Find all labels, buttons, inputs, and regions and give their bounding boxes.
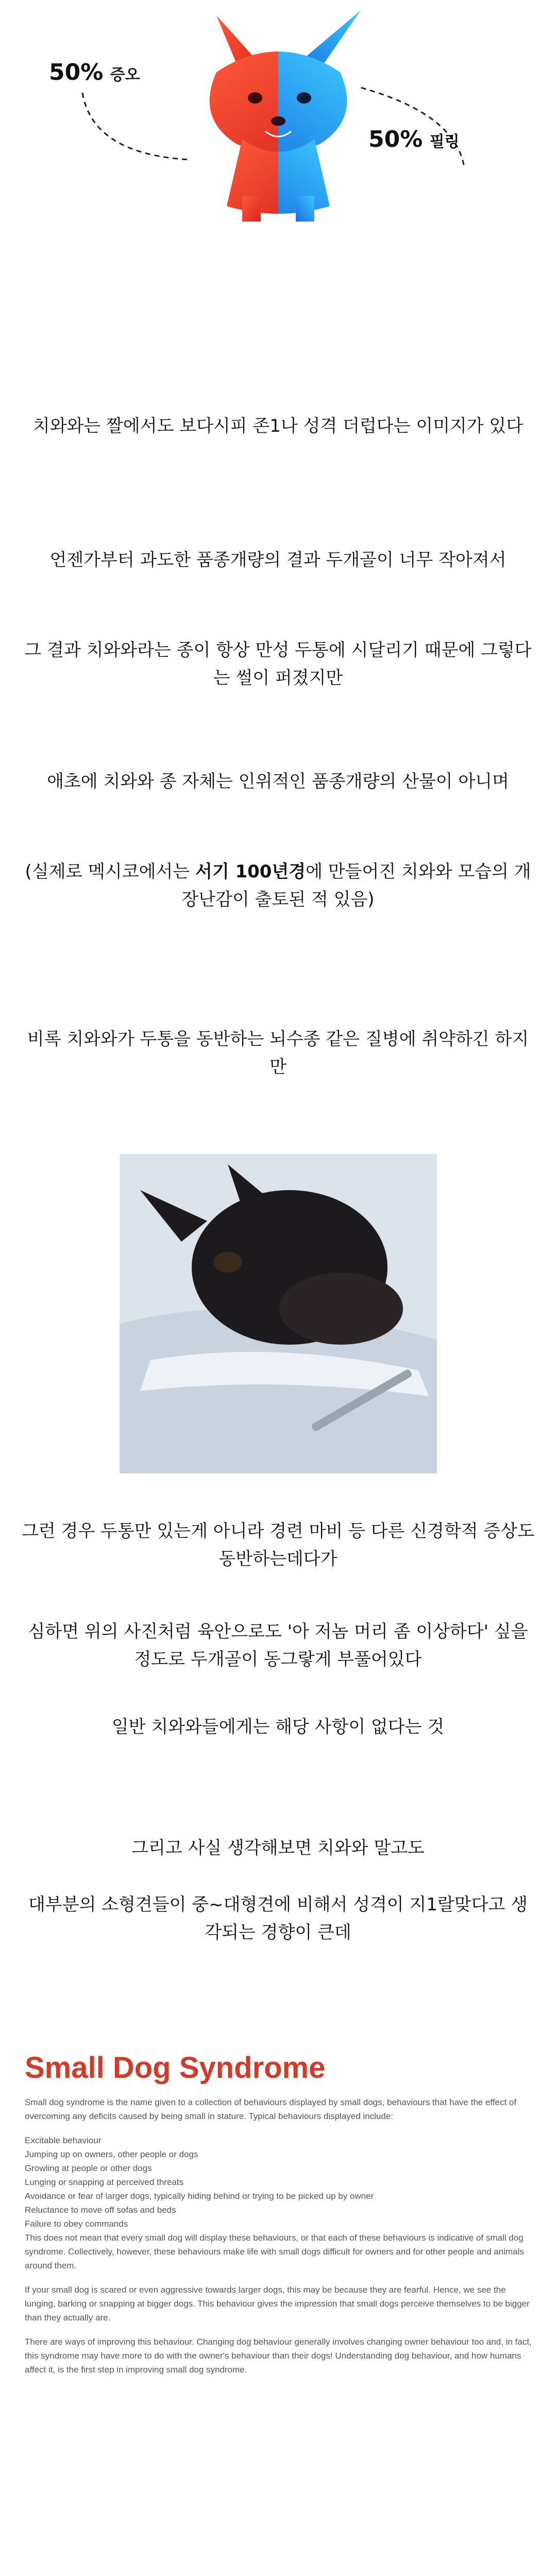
- left-percent: 50%: [49, 59, 104, 86]
- p5-pre: (실제로 멕시코에서는: [25, 861, 195, 882]
- sds-behaviour: Avoidance or fear of larger dogs, typically hiding behind or trying to be picked up by owner: [25, 2191, 374, 2201]
- sds-title: Small Dog Syndrome: [25, 2051, 326, 2084]
- paragraph-2: 언젠가부터 과도한 품종개량의 결과 두개골이 너무 작아져서: [49, 550, 507, 570]
- hero-left-label: [49, 59, 140, 86]
- sds-para-2: If your small dog is scared or even aggressive towards larger dogs, this may be because they are fearful. Hence, we see the lunging, barking or snapping at bigger dogs. This behaviour gives the impression that small dogs perceive themselves to be bigger than they actually are.: [25, 2285, 530, 2323]
- paragraph-4: 애초에 치와와 종 자체는 인위적인 품종개량의 산물이 아니며: [47, 771, 509, 792]
- sds-behaviour: Reluctance to move off sofas and beds: [25, 2205, 176, 2215]
- sds-behaviour: This does not mean that every small dog will display these behaviours, or that each of these behaviours is indicative of small dog syndrome. Collectively, however, these behaviours make life with small dogs difficult for owners and for other people and animals around them.: [25, 2233, 524, 2270]
- sds-behaviour: Failure to obey commands: [25, 2219, 128, 2229]
- paragraph-5: [21, 858, 535, 913]
- hydrocephalus-photo: [120, 1154, 437, 1473]
- sds-behaviour: Jumping up on owners, other people or dogs: [25, 2149, 198, 2159]
- sds-intro: Small dog syndrome is the name given to a collection of behaviours displayed by small dogs, behaviours that have the effect of overcoming any deficits caused by being small in stature. Typical behaviours displayed include:: [25, 2097, 517, 2121]
- right-word: 필링: [429, 133, 460, 151]
- p5-post: 에 만들어진 치와와 모습의 개 장난감이 출토된 적 있음): [181, 861, 531, 910]
- left-word: 증오: [110, 66, 140, 84]
- hero-right-label: [368, 126, 460, 152]
- dog-photo-illustration: [120, 1154, 437, 1473]
- paragraph-7: 그런 경우 두통만 있는게 아니라 경련 마비 등 다른 신경학적 증상도 동반하는데다가: [22, 1521, 534, 1569]
- paragraph-6: 비록 치와와가 두통을 동반하는 뇌수종 같은 질병에 취약하긴 하지만: [27, 1029, 529, 1077]
- p5-bold: 서기 100년경: [195, 861, 306, 882]
- chihuahua-split-illustration: [0, 0, 556, 222]
- paragraph-3: 그 결과 치와와라는 종이 항상 만성 두통에 시달리기 때문에 그렇다는 썰이 퍼졌지만: [24, 640, 532, 688]
- sds-behaviour: Excitable behaviour: [25, 2136, 102, 2145]
- hero-image: [0, 0, 556, 222]
- paragraph-10: 그리고 사실 생각해보면 치와와 말고도: [131, 1838, 425, 1858]
- small-dog-syndrome-excerpt: [25, 2050, 532, 2377]
- sds-behaviour: Lunging or snapping at perceived threats: [25, 2177, 184, 2187]
- paragraph-1: 치와와는 짤에서도 보다시피 존1나 성격 더럽다는 이미지가 있다: [32, 416, 524, 436]
- paragraph-8: 심하면 위의 사진처럼 육안으로도 '아 저놈 머리 좀 이상하다' 싶을 정도로 두개골이 동그랗게 부풀어있다: [28, 1621, 528, 1670]
- sds-behaviour: Growling at people or other dogs: [25, 2163, 152, 2173]
- paragraph-11: 대부분의 소형견들이 중~대형견에 비해서 성격이 지1랄맞다고 생각되는 경향이 큰데: [28, 1894, 528, 1943]
- paragraph-9: 일반 치와와들에게는 해당 사항이 없다는 것: [111, 1717, 445, 1737]
- sds-para-3: There are ways of improving this behaviour. Changing dog behaviour generally involves changing owner behaviour too and, in fact, this syndrome may have more to do with the owner's behaviour than their dogs! Understanding dog behaviour, and how humans affect it, is the first step in improving small dog syndrome.: [25, 2337, 532, 2375]
- right-percent: 50%: [368, 126, 423, 152]
